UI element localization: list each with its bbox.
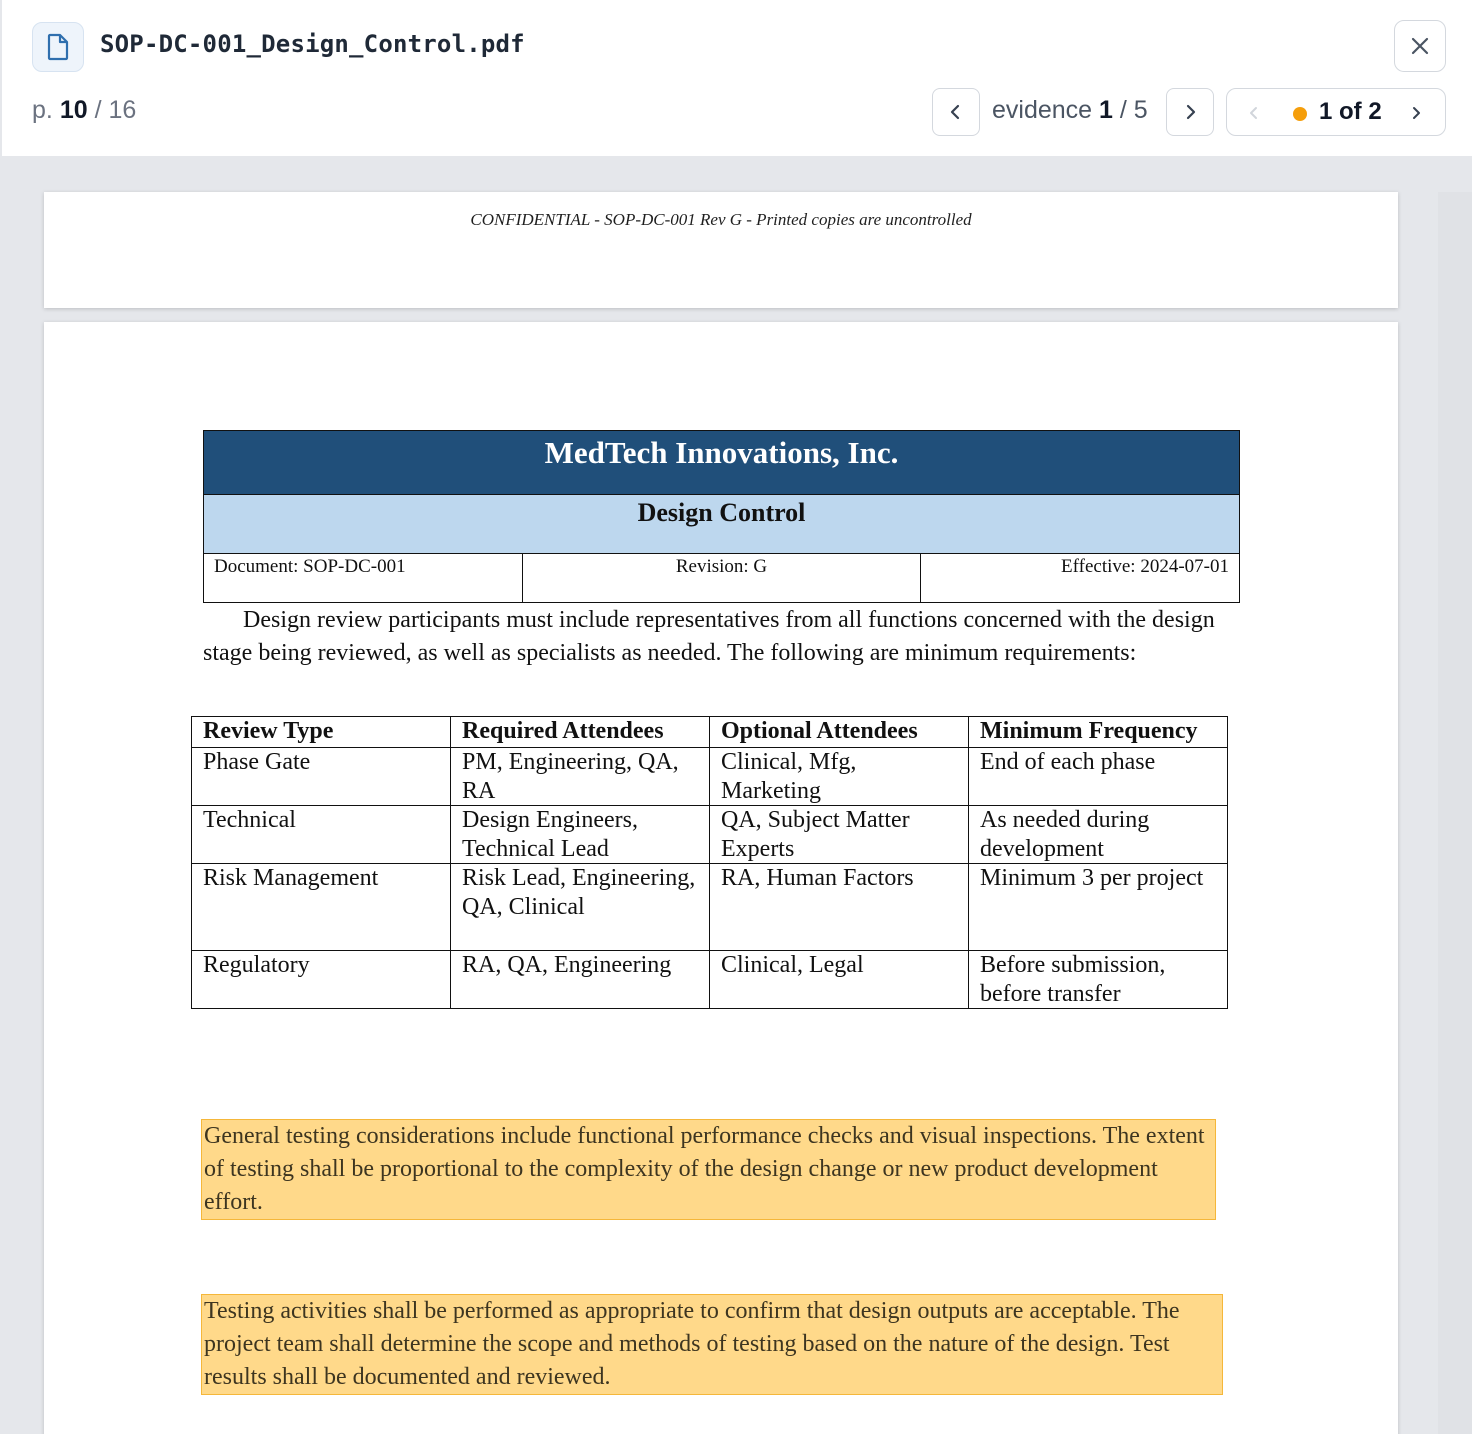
current-page — [44, 322, 1398, 1434]
chevron-left-icon — [1248, 106, 1260, 120]
table-cell: Risk Management — [192, 864, 451, 951]
match-prev-button[interactable] — [1239, 99, 1269, 127]
table-cell: Clinical, Mfg, Marketing — [710, 748, 969, 806]
chevron-right-icon — [1410, 106, 1422, 120]
chevron-left-icon — [949, 104, 963, 120]
table-cell: Design Engineers, Technical Lead — [451, 806, 710, 864]
file-name: SOP-DC-001_Design_Control.pdf — [100, 30, 525, 58]
match-status-dot — [1293, 107, 1307, 121]
table-header-cell: Review Type — [192, 717, 451, 748]
table-row — [192, 748, 1228, 806]
table-cell: RA, QA, Engineering — [451, 951, 710, 1009]
match-navigator — [1226, 88, 1446, 136]
document-revision: Revision: G — [523, 554, 921, 602]
file-icon — [32, 22, 84, 72]
table-row — [192, 806, 1228, 864]
document-number: Document: SOP-DC-001 — [204, 554, 523, 602]
page-prefix: p. — [32, 96, 53, 124]
table-header-cell: Optional Attendees — [710, 717, 969, 748]
page-footer: CONFIDENTIAL - SOP-DC-001 Rev G - Printed copies are uncontrolled — [470, 210, 972, 229]
document-title: Design Control — [204, 495, 1239, 554]
match-counter: 1 of 2 — [1319, 98, 1382, 125]
table-row — [192, 951, 1228, 1009]
page-counter — [32, 96, 136, 125]
close-button[interactable] — [1394, 20, 1446, 72]
table-header-cell: Minimum Frequency — [969, 717, 1228, 748]
review-requirements-table — [191, 716, 1228, 1009]
intro-paragraph: Design review participants must include representatives from all functions concerned with the design stage being reviewed, as well as specialists as needed. The following are minimum requirements: — [203, 607, 1215, 666]
table-header-cell: Required Attendees — [451, 717, 710, 748]
page-separator: / — [94, 96, 102, 124]
table-cell: QA, Subject Matter Experts — [710, 806, 969, 864]
table-cell: Risk Lead, Engineering, QA, Clinical — [451, 864, 710, 951]
evidence-total: 5 — [1133, 96, 1148, 124]
table-cell: Before submission, before transfer — [969, 951, 1228, 1009]
evidence-separator: / — [1119, 96, 1127, 124]
evidence-highlight[interactable]: Testing activities shall be performed as appropriate to confirm that design outputs are acceptable. The project team shall determine the scope and methods of testing based on the nature of the design. Test results shall be documented and reviewed. — [201, 1294, 1223, 1395]
table-cell: Minimum 3 per project — [969, 864, 1228, 951]
table-row — [192, 864, 1228, 951]
close-icon — [1410, 36, 1430, 56]
match-next-button[interactable] — [1401, 99, 1431, 127]
chevron-right-icon — [1183, 104, 1197, 120]
evidence-prev-button[interactable] — [932, 88, 980, 136]
document-header — [203, 430, 1240, 603]
pdf-viewer[interactable] — [0, 156, 1472, 1434]
evidence-next-button[interactable] — [1166, 88, 1214, 136]
table-cell: Technical — [192, 806, 451, 864]
table-cell: Phase Gate — [192, 748, 451, 806]
scrollbar-track[interactable] — [1438, 192, 1472, 1434]
document-effective-date: Effective: 2024-07-01 — [1061, 556, 1229, 577]
company-name: MedTech Innovations, Inc. — [204, 431, 1239, 495]
page-total: 16 — [108, 96, 137, 124]
table-cell: Clinical, Legal — [710, 951, 969, 1009]
file-icon-glyph — [46, 33, 70, 61]
evidence-label: evidence — [992, 96, 1093, 124]
evidence-highlight[interactable]: General testing considerations include functional performance checks and visual inspections. The extent of testing shall be proportional to the complexity of the design change or new product development effort. — [201, 1119, 1216, 1220]
evidence-counter — [992, 96, 1148, 125]
table-cell: RA, Human Factors — [710, 864, 969, 951]
viewer-header — [0, 0, 1472, 156]
document-meta-row — [204, 554, 1239, 602]
table-cell: As needed during development — [969, 806, 1228, 864]
table-cell: PM, Engineering, QA, RA — [451, 748, 710, 806]
table-header-row — [192, 717, 1228, 748]
page-current: 10 — [59, 96, 88, 124]
table-cell: End of each phase — [969, 748, 1228, 806]
previous-page — [44, 192, 1398, 308]
evidence-current: 1 — [1099, 96, 1113, 124]
table-cell: Regulatory — [192, 951, 451, 1009]
